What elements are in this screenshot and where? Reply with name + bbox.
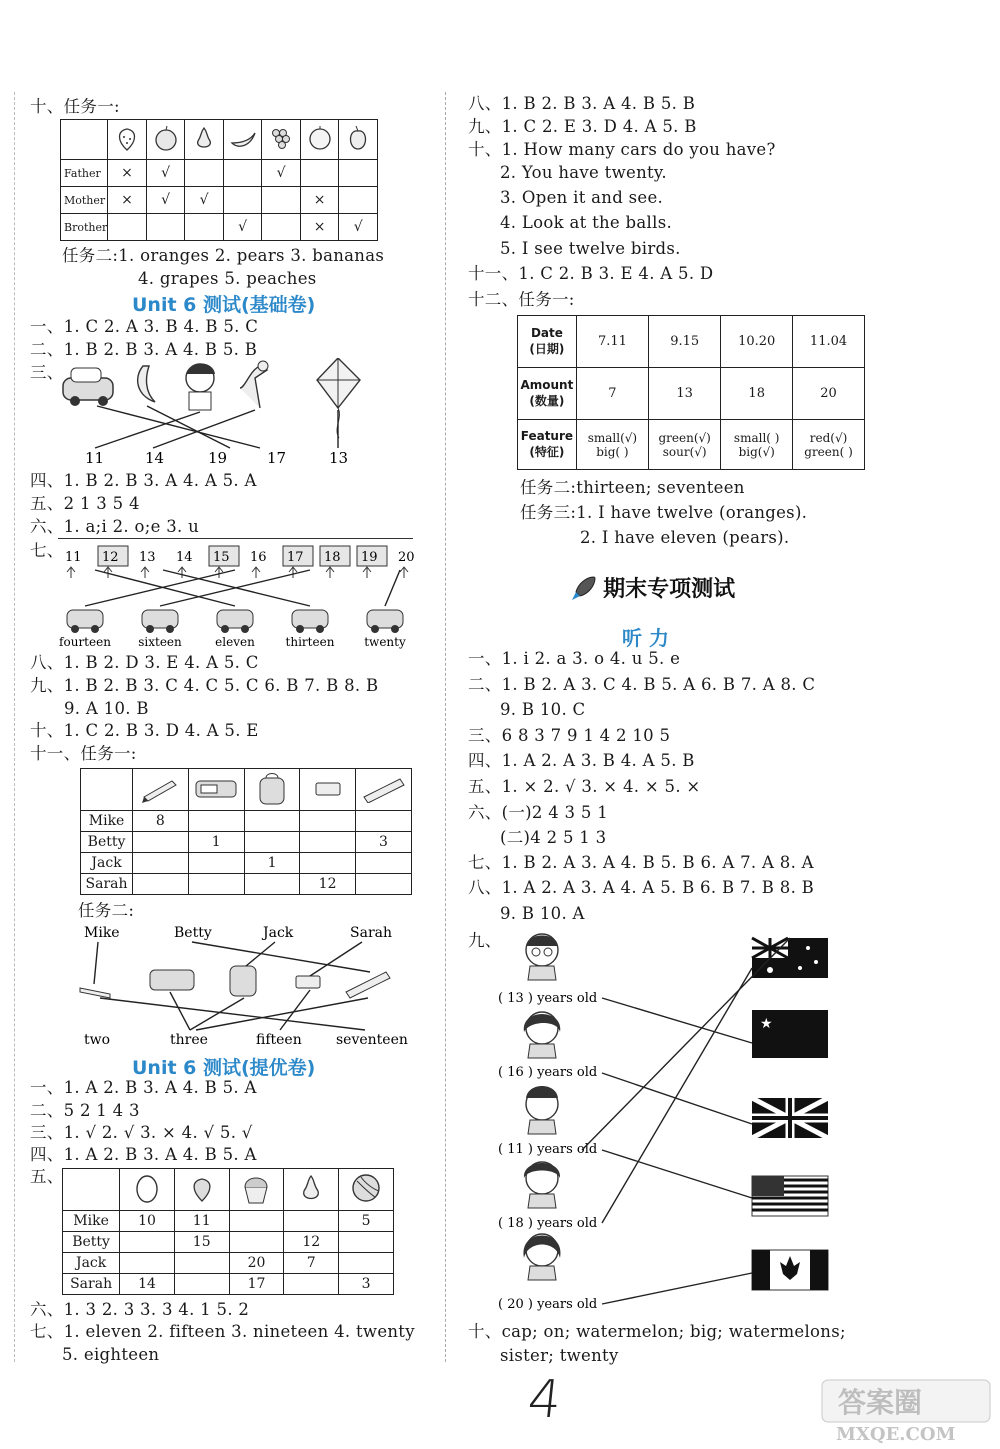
apple-icon — [151, 123, 181, 153]
cell — [188, 811, 244, 832]
watermelon-icon — [349, 1171, 383, 1205]
a7-top-number: 17 — [287, 550, 304, 565]
usa-flag-icon — [752, 1176, 828, 1216]
cell — [339, 160, 378, 187]
cell — [229, 1211, 284, 1232]
cell — [355, 874, 411, 895]
final-title-block — [570, 572, 735, 603]
cell — [300, 160, 339, 187]
child-face-icon — [526, 1086, 558, 1134]
column-divider — [445, 92, 446, 1362]
grapes-icon — [266, 123, 296, 153]
a7-word-label: twenty — [364, 635, 406, 649]
cell — [120, 1232, 175, 1253]
a11-label: 十一、任务一: — [30, 744, 137, 763]
a7-top-number: 12 — [102, 550, 119, 565]
cell: 3 — [355, 832, 411, 853]
cell: 12 — [300, 874, 356, 895]
a3-num: 13 — [329, 449, 349, 467]
up-arrow-icon — [400, 567, 408, 578]
a7-top-number: 16 — [250, 550, 267, 565]
cell: 12 — [284, 1232, 339, 1253]
f6: 六、(一)2 4 3 5 1 — [468, 803, 609, 822]
r12-task3: 任务三:1. I have twelve (oranges). — [520, 503, 808, 522]
cell: 17 — [229, 1274, 284, 1295]
school-items-table — [80, 768, 412, 895]
cell — [223, 160, 262, 187]
australia-flag-icon — [752, 938, 828, 978]
word-label: three — [170, 1032, 208, 1048]
cell — [244, 811, 300, 832]
cell — [133, 874, 189, 895]
strawberry-icon — [187, 1171, 217, 1205]
schoolbag-icon — [230, 966, 256, 996]
a11-task2: 任务二: — [78, 901, 135, 920]
amount-label-cell: Amount (数量) — [518, 368, 577, 420]
up-arrow-icon — [178, 567, 186, 578]
cell — [185, 160, 224, 187]
car-icon — [67, 610, 103, 633]
child-face-icon — [523, 1234, 560, 1280]
cell: green(√) sour(√) — [649, 420, 721, 470]
cell — [339, 187, 378, 214]
b2: 二、5 2 1 4 3 — [30, 1101, 140, 1120]
china-flag-icon — [752, 1010, 828, 1058]
pear-icon — [296, 1171, 326, 1205]
giraffe-icon — [240, 361, 268, 408]
feature-label-cell: Feature (特征) — [518, 420, 577, 470]
f8: 八、1. A 2. A 3. A 4. A 5. B 6. B 7. B 8. B — [468, 878, 815, 897]
a9: 九、1. B 2. B 3. C 4. C 5. C 6. B 7. B 8. B — [30, 676, 379, 695]
cell — [244, 832, 300, 853]
a3-num: 14 — [145, 449, 165, 467]
cell — [133, 832, 189, 853]
cell — [262, 214, 301, 241]
pencil-icon — [140, 773, 180, 803]
cell: 20 — [793, 368, 865, 420]
age-label: ( 20 ) years old — [498, 1297, 598, 1312]
banana-icon — [138, 366, 155, 402]
f10b: sister; twenty — [500, 1346, 619, 1365]
cell: √ — [185, 187, 224, 214]
schoolbag-icon — [252, 770, 292, 806]
pencil-icon — [80, 988, 110, 998]
b6: 六、1. 3 2. 3 3. 3 4. 1 5. 2 — [30, 1300, 250, 1319]
cell — [188, 853, 244, 874]
a1: 一、1. C 2. A 3. B 4. B 5. C — [30, 317, 259, 336]
car-icon — [142, 610, 178, 633]
date-label-cell: Date (日期) — [518, 316, 577, 368]
cell: 11.04 — [793, 316, 865, 368]
cell — [223, 187, 262, 214]
final-title: 期末专项测试 — [603, 577, 736, 602]
name-label: Mike — [84, 925, 120, 941]
f6b: (二)4 2 5 1 3 — [500, 828, 607, 847]
a7-top-number: 19 — [361, 550, 378, 565]
name-cell: Betty — [63, 1232, 120, 1253]
age-label: ( 18 ) years old — [498, 1216, 598, 1231]
a7-matching-figure — [55, 540, 420, 650]
name-cell: Jack — [63, 1253, 120, 1274]
f9-matching-figure — [490, 928, 840, 1318]
a3-num: 19 — [208, 449, 228, 467]
f3: 三、6 8 3 7 9 1 4 2 10 5 — [468, 726, 671, 745]
s10-label: 十、任务一: — [30, 97, 120, 116]
row-mother: Mother — [61, 187, 108, 214]
word-label: two — [84, 1032, 111, 1048]
cell — [284, 1211, 339, 1232]
pencil-box-icon — [193, 773, 239, 803]
car-icon — [63, 368, 113, 406]
a7-word-label: thirteen — [285, 635, 335, 649]
a6: 六、1. a;i 2. o;e 3. u — [30, 517, 200, 536]
cell: 10.20 — [721, 316, 793, 368]
a8: 八、1. B 2. D 3. E 4. A 5. C — [30, 653, 259, 672]
name-label: Betty — [174, 925, 212, 941]
listening-title: 听 力 — [622, 626, 669, 650]
cell — [300, 853, 356, 874]
cell: 18 — [721, 368, 793, 420]
cell: 11 — [174, 1211, 229, 1232]
cell — [174, 1253, 229, 1274]
cell: × — [108, 160, 147, 187]
word-label: fifteen — [256, 1032, 302, 1048]
eraser-icon — [308, 773, 348, 803]
watermark-logo — [818, 1378, 994, 1446]
cell: √ — [339, 214, 378, 241]
a7-label: 七、 — [30, 541, 64, 560]
s10-task2-a: 任务二:1. oranges 2. pears 3. bananas — [62, 246, 385, 265]
cell: 1 — [244, 853, 300, 874]
a3-num: 11 — [85, 449, 105, 467]
f2: 二、1. B 2. A 3. C 4. B 5. A 6. B 7. A 8. C — [468, 675, 816, 694]
cell: √ — [146, 160, 185, 187]
f9-label: 九、 — [468, 931, 502, 950]
up-arrow-icon — [141, 567, 149, 578]
cell — [339, 1253, 394, 1274]
name-cell: Sarah — [63, 1274, 120, 1295]
ruler-icon — [360, 773, 406, 803]
eraser-icon — [296, 976, 320, 988]
up-arrow-icon — [289, 567, 297, 578]
cell: 13 — [649, 368, 721, 420]
a7-top-number: 20 — [398, 550, 415, 565]
cell: 1 — [188, 832, 244, 853]
a7-word-label: fourteen — [59, 635, 111, 649]
age-label: ( 13 ) years old — [498, 991, 598, 1006]
up-arrow-icon — [363, 567, 371, 578]
child-face-icon — [526, 934, 558, 980]
r10-2: 2. You have twenty. — [500, 163, 667, 182]
cell — [120, 1253, 175, 1274]
f2b: 9. B 10. C — [500, 700, 586, 719]
uk-flag-icon — [752, 1098, 828, 1138]
cell: 10 — [120, 1211, 175, 1232]
a3-label: 三、 — [30, 363, 64, 382]
unit6-advanced-title: Unit 6 测试(提优卷) — [132, 1057, 316, 1079]
cell — [284, 1274, 339, 1295]
a7-top-number: 18 — [324, 550, 341, 565]
cell — [355, 853, 411, 874]
strawberry-icon — [112, 123, 142, 153]
boy-icon — [186, 364, 215, 411]
cell: 9.15 — [649, 316, 721, 368]
word-label: seventeen — [336, 1032, 408, 1048]
up-arrow-icon — [67, 567, 75, 578]
f1: 一、1. i 2. a 3. o 4. u 5. e — [468, 649, 681, 668]
cell: √ — [223, 214, 262, 241]
row-father: Father — [61, 160, 108, 187]
page-number: 4 — [524, 1370, 565, 1430]
s10-task2-b: 4. grapes 5. peaches — [138, 269, 317, 288]
r12-task3b: 2. I have eleven (pears). — [580, 528, 790, 547]
a10: 十、1. C 2. B 3. D 4. A 5. E — [30, 721, 259, 740]
cell: × — [300, 214, 339, 241]
rocket-icon — [570, 574, 598, 602]
egg-icon — [132, 1171, 162, 1205]
f8b: 9. B 10. A — [500, 904, 585, 923]
a7-top-number: 14 — [176, 550, 193, 565]
pencil-box-icon — [150, 970, 194, 990]
a9b: 9. A 10. B — [64, 699, 149, 718]
canada-flag-icon — [752, 1250, 828, 1290]
cell: × — [300, 187, 339, 214]
r10-4: 4. Look at the balls. — [500, 213, 673, 232]
date-amount-table — [517, 315, 865, 470]
a3-num: 17 — [267, 449, 287, 467]
ruler-icon — [346, 972, 390, 998]
orange-icon — [305, 123, 335, 153]
cell — [300, 811, 356, 832]
a11-task2-figure — [70, 922, 420, 1052]
cell: √ — [146, 187, 185, 214]
f7: 七、1. B 2. A 3. A 4. B 5. B 6. A 7. A 8. A — [468, 853, 814, 872]
a7-word-label: sixteen — [138, 635, 182, 649]
cell: × — [108, 187, 147, 214]
banana-icon — [228, 123, 258, 153]
b4: 四、1. A 2. B 3. A 4. B 5. A — [30, 1145, 257, 1164]
food-table — [62, 1168, 394, 1295]
r10-5: 5. I see twelve birds. — [500, 239, 681, 258]
cell: 15 — [174, 1232, 229, 1253]
r8: 八、1. B 2. B 3. A 4. B 5. B — [468, 94, 696, 113]
cell: 5 — [339, 1211, 394, 1232]
cell — [262, 187, 301, 214]
car-icon — [367, 610, 403, 633]
cell — [108, 214, 147, 241]
age-label: ( 16 ) years old — [498, 1065, 598, 1080]
cell: 8 — [133, 811, 189, 832]
cell: 20 — [229, 1253, 284, 1274]
a2: 二、1. B 2. B 3. A 4. B 5. B — [30, 340, 258, 359]
cell — [229, 1232, 284, 1253]
cell — [244, 874, 300, 895]
r9: 九、1. C 2. E 3. D 4. A 5. B — [468, 117, 697, 136]
peach-icon — [343, 123, 373, 153]
cell — [339, 1232, 394, 1253]
cell: small( ) big(√) — [721, 420, 793, 470]
a7-top-number: 13 — [139, 550, 156, 565]
cell — [133, 853, 189, 874]
fruit-table — [60, 119, 378, 241]
cell: √ — [262, 160, 301, 187]
left-gutter-line — [14, 92, 15, 1362]
a5: 五、2 1 3 5 4 — [30, 494, 140, 513]
cell — [146, 214, 185, 241]
r11: 十一、1. C 2. B 3. E 4. A 5. D — [468, 264, 714, 283]
car-icon — [292, 610, 328, 633]
child-face-icon — [524, 1012, 561, 1058]
a7-top-number: 15 — [213, 550, 230, 565]
svg-text:答案圈: 答案圈 — [838, 1386, 923, 1419]
cell — [185, 214, 224, 241]
cell: small(√) big( ) — [576, 420, 648, 470]
f5: 五、1. × 2. √ 3. × 4. × 5. × — [468, 777, 701, 796]
name-cell: Sarah — [81, 874, 133, 895]
cell: 7.11 — [576, 316, 648, 368]
b1: 一、1. A 2. B 3. A 4. B 5. A — [30, 1078, 257, 1097]
f4: 四、1. A 2. A 3. B 4. A 5. B — [468, 751, 695, 770]
a7-word-label: eleven — [215, 635, 255, 649]
pear-icon — [189, 123, 219, 153]
name-cell: Mike — [63, 1211, 120, 1232]
cell: 7 — [284, 1253, 339, 1274]
cell — [174, 1274, 229, 1295]
child-face-icon — [524, 1162, 560, 1208]
unit6-basic-title: Unit 6 测试(基础卷) — [132, 294, 316, 316]
cell: 14 — [120, 1274, 175, 1295]
name-cell: Mike — [81, 811, 133, 832]
a6-underline — [58, 538, 413, 539]
up-arrow-icon — [252, 567, 260, 578]
b7: 七、1. eleven 2. fifteen 3. nineteen 4. twenty — [30, 1322, 415, 1341]
cake-icon — [239, 1171, 273, 1205]
name-label: Jack — [263, 925, 294, 941]
cell — [300, 832, 356, 853]
r12: 十二、任务一: — [468, 290, 575, 309]
cell: 7 — [576, 368, 648, 420]
car-icon — [217, 610, 253, 633]
f10: 十、cap; on; watermelon; big; watermelons; — [468, 1322, 846, 1341]
a4: 四、1. B 2. B 3. A 4. A 5. A — [30, 471, 257, 490]
name-cell: Jack — [81, 853, 133, 874]
svg-text:★: ★ — [760, 1016, 773, 1032]
svg-text:MXQE.COM: MXQE.COM — [836, 1424, 956, 1445]
b7b: 5. eighteen — [62, 1345, 160, 1364]
a7-top-number: 11 — [65, 550, 82, 565]
r10: 十、1. How many cars do you have? — [468, 140, 776, 159]
cell — [188, 874, 244, 895]
r10-3: 3. Open it and see. — [500, 188, 664, 207]
b5-label: 五、 — [30, 1167, 64, 1186]
name-label: Sarah — [350, 925, 392, 941]
a3-matching-figure — [55, 358, 375, 468]
up-arrow-icon — [326, 567, 334, 578]
age-label: ( 11 ) years old — [498, 1142, 598, 1157]
cell: red(√) green( ) — [793, 420, 865, 470]
name-cell: Betty — [81, 832, 133, 853]
cell: 3 — [339, 1274, 394, 1295]
cell — [355, 811, 411, 832]
r12-task2: 任务二:thirteen; seventeen — [520, 478, 745, 497]
row-brother: Brother — [61, 214, 108, 241]
b3: 三、1. √ 2. √ 3. × 4. √ 5. √ — [30, 1123, 253, 1142]
